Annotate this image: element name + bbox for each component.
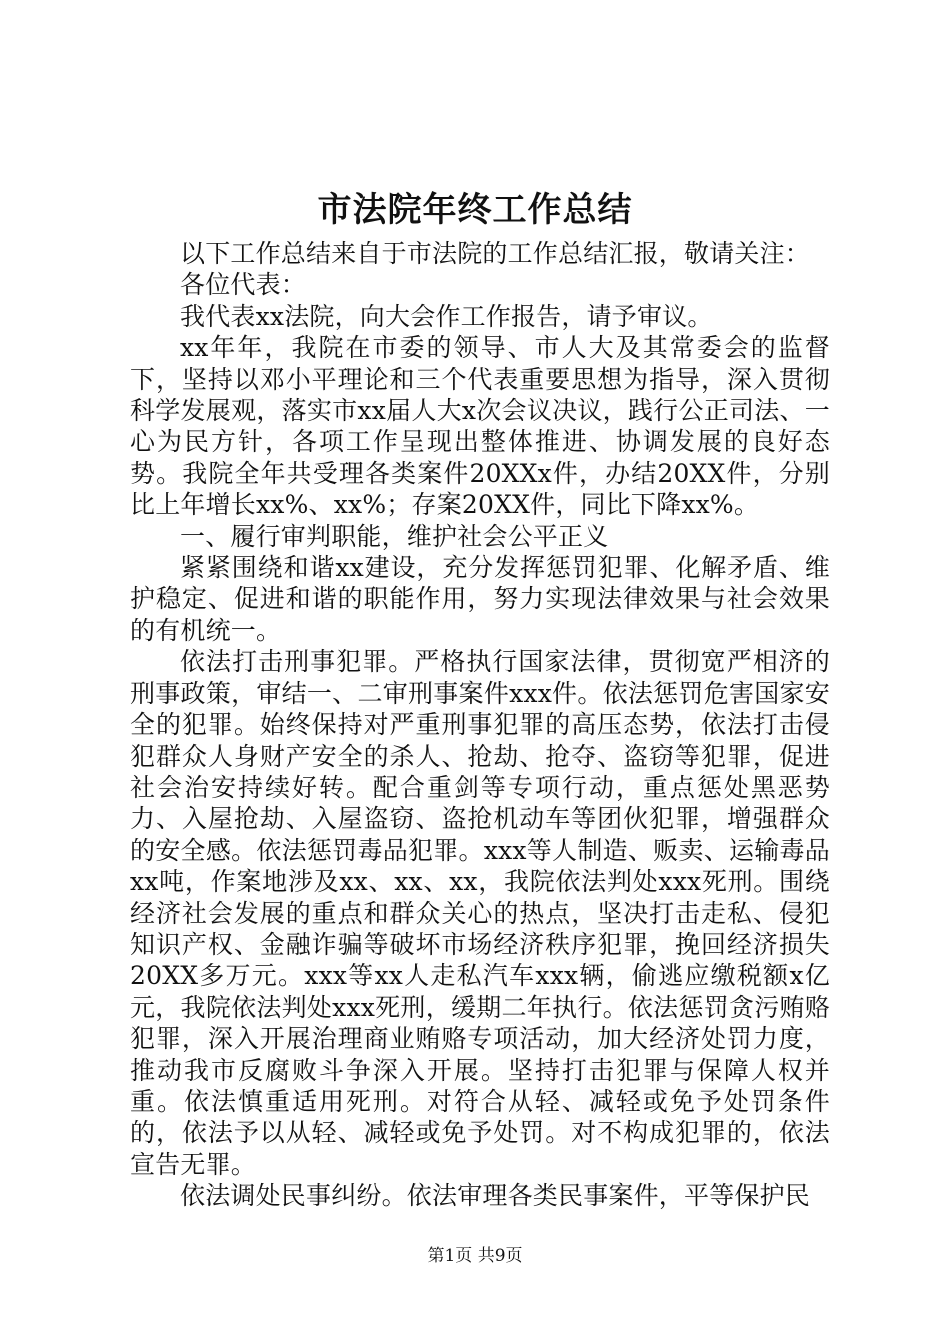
- paragraph-criminal: 依法打击刑事犯罪。严格执行国家法律，贯彻宽严相济的刑事政策，审结一、二审刑事案件xxx件。依法惩罚危害国家安全的犯罪。始终保持对严重刑事犯罪的高压态势，依法打击侵犯群众人身财产安全的杀人、抢劫、抢夺、盗窃等犯罪，促进社会治安持续好转。配合重剑等专项行动，重点惩处黑恶势力、入屋抢劫、入屋盗窃、盗抢机动车等团伙犯罪，增强群众的安全感。依法惩罚毒品犯罪。xxx等人制造、贩卖、运输毒品xx吨，作案地涉及xx、xx、xx，我院依法判处xxx死刑。围绕经济社会发展的重点和群众关心的热点，坚决打击走私、侵犯知识产权、金融诈骗等破坏市场经济秩序犯罪，挽回经济损失20XX多万元。xxx等xx人走私汽车xxx辆，偷逃应缴税额x亿元，我院依法判处xxx死刑，缓期二年执行。依法惩罚贪污贿赂犯罪，深入开展治理商业贿赂专项活动，加大经济处罚力度，推动我市反腐败斗争深入开展。坚持打击犯罪与保障人权并重。依法慎重适用死刑。对符合从轻、减轻或免予处罚条件的，依法予以从轻、减轻或免予处罚。对不构成犯罪的，依法宣告无罪。: [130, 647, 830, 1179]
- paragraph-section-1-intro: 紧紧围绕和谐xx建设，充分发挥惩罚犯罪、化解矛盾、维护稳定、促进和谐的职能作用，努力实现法律效果与社会效果的有机统一。: [130, 553, 830, 645]
- section-heading-1: 一、履行审判职能，维护社会公平正义: [180, 521, 609, 551]
- paragraph-opening: 我代表xx法院，向大会作工作报告，请予审议。: [180, 301, 713, 331]
- document-title: 市法院年终工作总结: [317, 190, 633, 230]
- paragraph-civil: 依法调处民事纠纷。依法审理各类民事案件，平等保护民: [180, 1181, 811, 1211]
- paragraph-salutation: 各位代表：: [180, 270, 307, 300]
- paragraph-overview: xx年年，我院在市委的领导、市人大及其常委会的监督下，坚持以邓小平理论和三个代表重要思想为指导，深入贯彻科学发展观，落实市xx届人大x次会议决议，践行公正司法、一心为民方针，各项工作呈现出整体推进、协调发展的良好态势。我院全年共受理各类案件20XXx件，办结20XX件，分别比上年增长xx%、xx%；存案20XX件，同比下降xx%。: [130, 333, 830, 520]
- paragraph-intro: 以下工作总结来自于市法院的工作总结汇报，敬请关注：: [180, 239, 811, 268]
- document-body: [130, 238, 830, 1212]
- page-footer: 第1页 共9页: [427, 1246, 523, 1266]
